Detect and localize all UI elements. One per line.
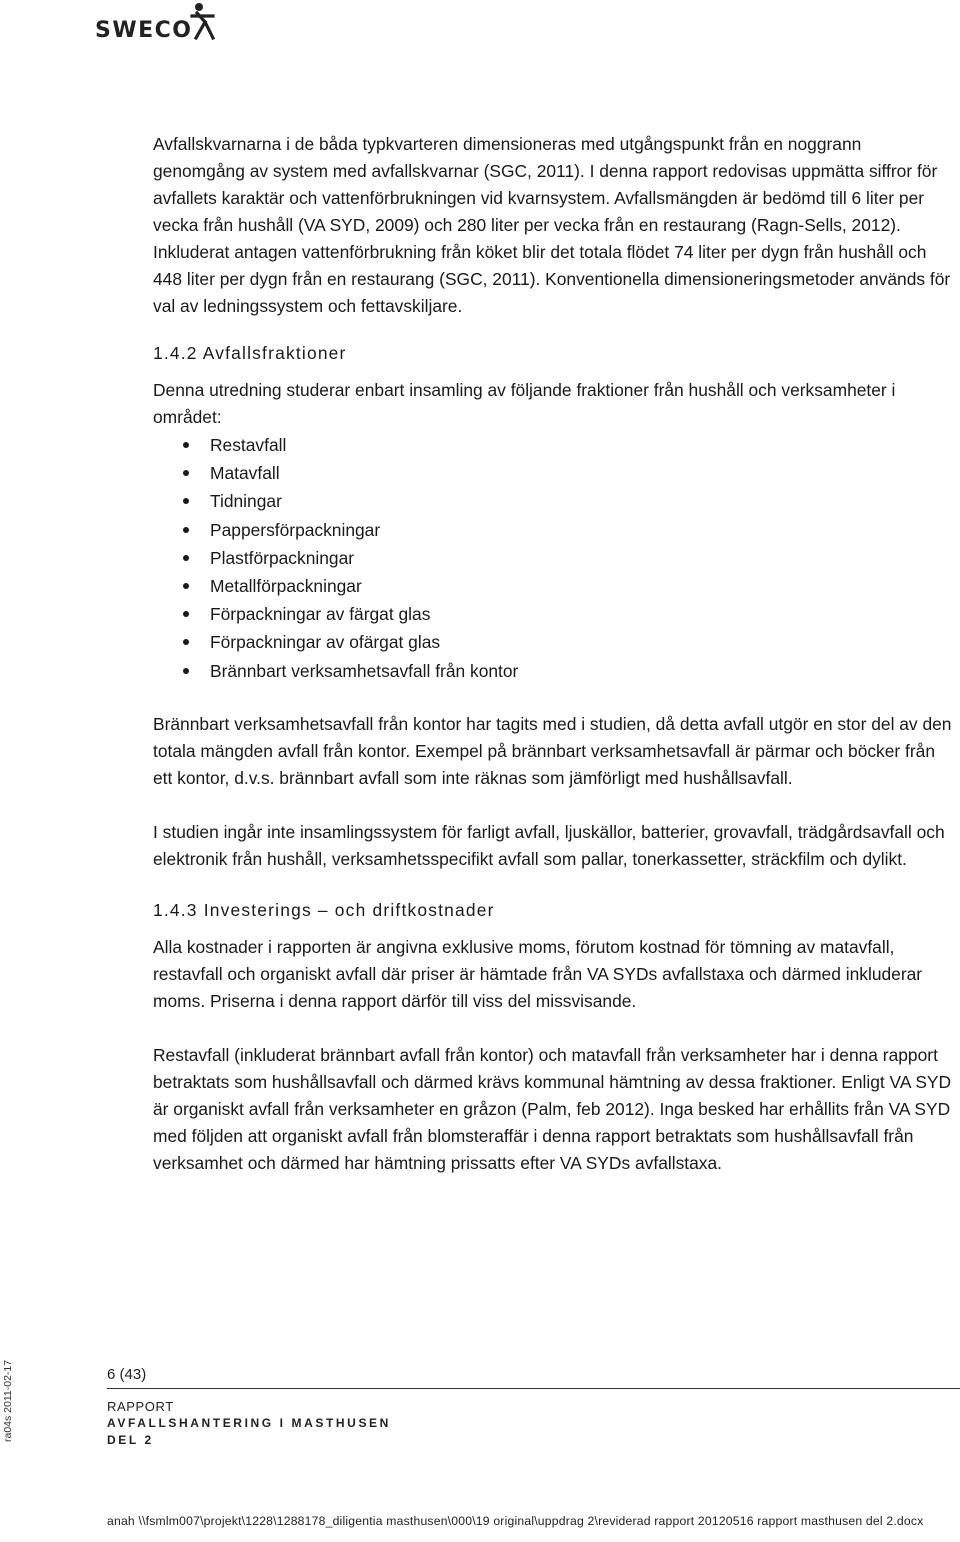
bullet-icon [183,555,189,561]
paragraph-excluded-systems: I studien ingår inte insamlingssystem för farligt avfall, ljuskällor, batterier, grovavfall, trädgårdsavfall och elektronik från hushåll, verksamhetsspecifikt avfall som pallar, tonerkassetter, sträckfilm och dylikt. [153,821,945,869]
bullet-icon [183,583,189,589]
logo-text: SWECO [95,18,193,43]
heading-investeringskostnader: 1.4.3 Investerings – och driftkostnader [153,899,495,920]
bullet-icon [183,611,189,617]
list-item: Förpackningar av ofärgat glas [153,628,953,656]
page-number: 6 (43) [107,1366,147,1383]
list-item: Metallförpackningar [153,572,953,600]
list-item: Pappersförpackningar [153,516,953,544]
list-item: Förpackningar av färgat glas [153,600,953,628]
sweco-star-icon [91,0,221,46]
bullet-icon [183,639,189,645]
paragraph-residual-waste: Restavfall (inkluderat brännbart avfall från kontor) och matavfall från verksamheter har i denna rapport betraktats som hushållsavfall och därmed krävs kommunal hämtning av dessa fraktioner. Enligt VA SYD är organiskt avfall från verksamheter en gråzon (Palm, feb 2012). Inga besked har erhållits från VA SYD med följden att organiskt avfall från blomsteraffär i denna rapport betraktats som hushållsavfall från verksamhet och därmed har hämtning prissatts efter VA SYDs avfallstaxa. [153,1044,952,1173]
list-item: Matavfall [153,459,953,487]
bullet-icon [183,470,189,476]
heading-avfallsfraktioner: 1.4.2 Avfallsfraktioner [153,343,347,363]
list-item: Restavfall [153,431,953,459]
footer-file-path: anah \\fsmlm007\projekt\1228\1288178_diligentia masthusen\000\19 original\uppdrag 2\reviderad rapport 20120516 rapport masthusen del 2.docx [107,1514,924,1528]
bullet-icon [183,668,189,674]
list-item: Tidningar [153,487,953,515]
fractions-list [153,431,953,685]
document-body [153,131,953,1177]
footer-doc-title: AVFALLSHANTERING I MASTHUSEN [107,1416,391,1430]
paragraph-costs-vat: Alla kostnader i rapporten är angivna exklusive moms, förutom kostnad för tömning av matavfall, restavfall och organiskt avfall där priser är hämtade från VA SYDs avfallstaxa och därmed inkluderar moms. Priserna i denna rapport därför till viss del missvisande. [153,936,923,1011]
footer-doc-type: RAPPORT [107,1399,174,1414]
footer-divider [107,1388,960,1389]
footer-doc-part: DEL 2 [107,1433,154,1447]
paragraph-office-waste: Brännbart verksamhetsavfall från kontor har tagits med i studien, då detta avfall utgör en stor del av den totala mängden avfall från kontor. Exempel på brännbart verksamhetsavfall är pärmar och böcker från ett kontor, d.v.s. brännbart avfall som inte räknas som jämförligt med hushållsavfall. [153,713,952,788]
side-template-code: ra04s 2011-02-17 [2,1359,14,1442]
list-item: Plastförpackningar [153,544,953,572]
paragraph-dimensioning: Avfallskvarnarna i de båda typkvarteren dimensioneras med utgångspunkt från en noggrann genomgång av system med avfallskvarnar (SGC, 2011). I denna rapport redovisas uppmätta siffror för avfallets karaktär och vattenförbrukningen vid kvarnsystem. Avfallsmängden är bedömd till 6 liter per vecka från hushåll (VA SYD, 2009) och 280 liter per vecka från en restaurang (Ragn-Sells, 2012). Inkluderat antagen vattenförbrukning från köket blir det totala flödet 74 liter per dygn från hushåll och 448 liter per dygn från en restaurang (SGC, 2011). Konventionella dimensioneringsmetoder används för val av ledningssystem och fettavskiljare. [153,134,951,316]
footer-doc-info [107,1399,391,1449]
bullet-icon [183,527,189,533]
bullet-icon [183,442,189,448]
bullet-icon [183,498,189,504]
paragraph-fractions-intro: Denna utredning studerar enbart insamling av följande fraktioner från hushåll och verksamheter i området: [153,380,896,427]
list-item: Brännbart verksamhetsavfall från kontor [153,657,953,685]
